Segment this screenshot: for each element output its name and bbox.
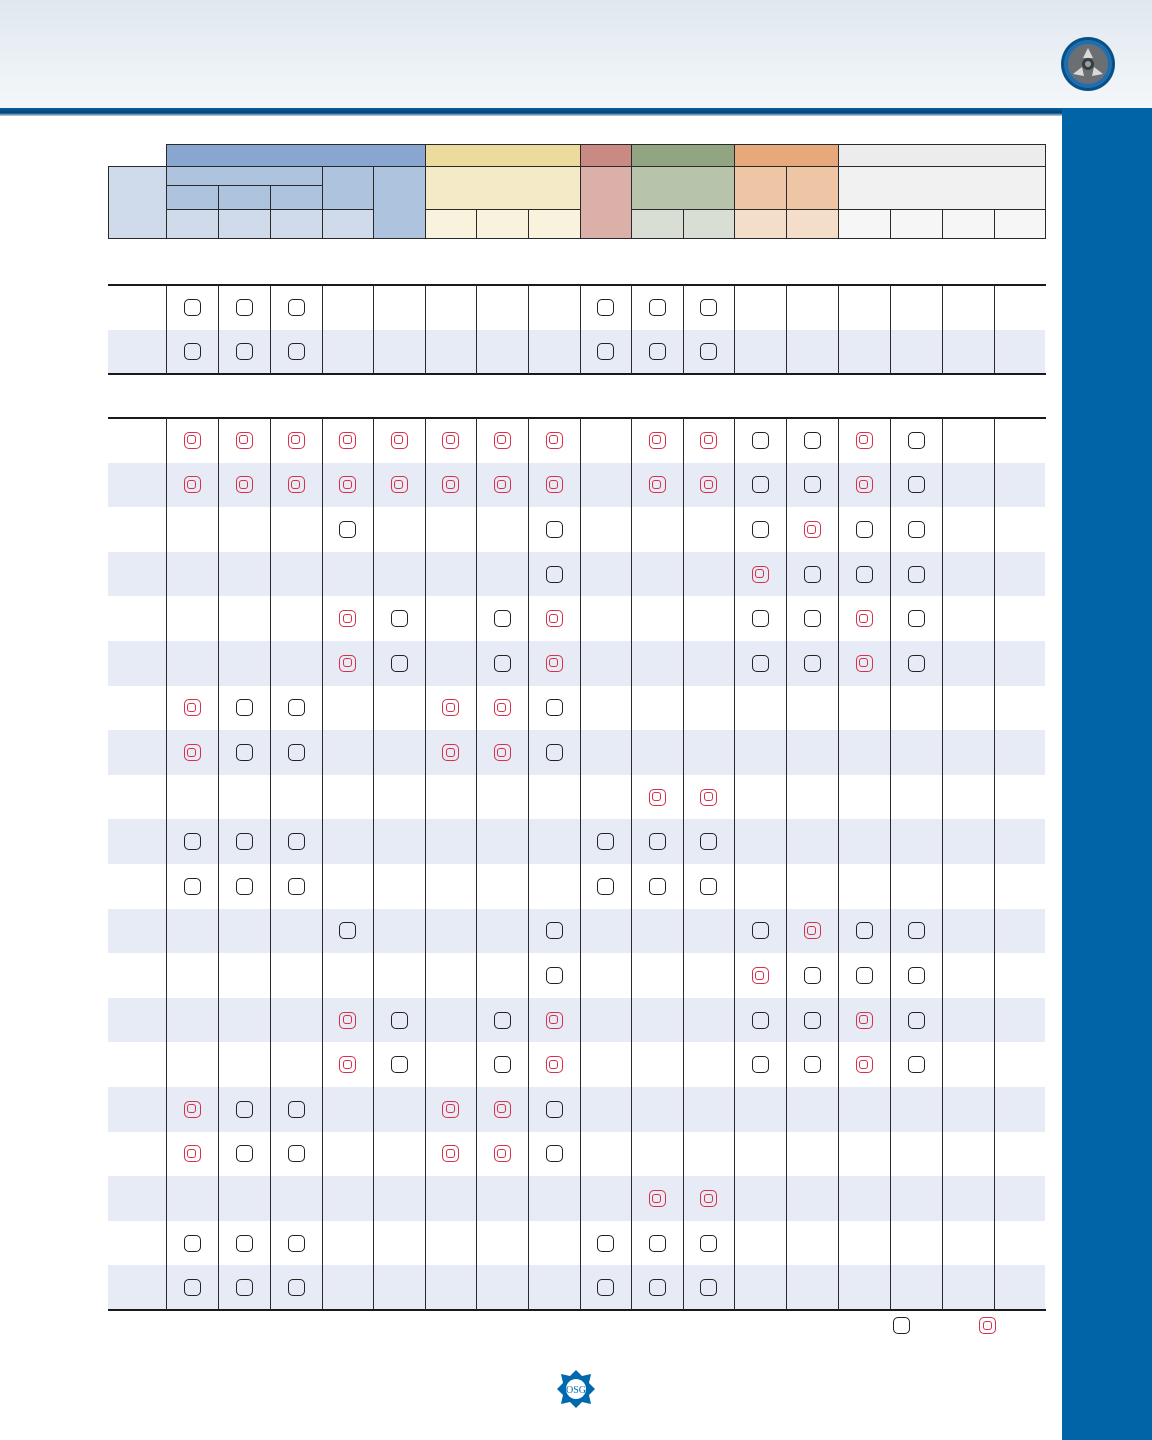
rounded-square-icon [339, 922, 356, 939]
header-yellow-leaf [425, 209, 476, 239]
grid-line [838, 285, 839, 374]
header-blue-sub [166, 166, 322, 185]
double-rounded-square-icon [649, 476, 666, 493]
double-rounded-square-icon [184, 1101, 201, 1118]
rounded-square-icon [752, 655, 769, 672]
grid-line [322, 418, 323, 1310]
header-gray-sub [838, 166, 1045, 209]
grid-line [108, 417, 1046, 419]
grid-line [786, 418, 787, 1310]
rounded-square-icon [597, 1235, 614, 1252]
rounded-square-icon [752, 476, 769, 493]
header-orange-sub [786, 166, 838, 209]
double-rounded-square-icon [494, 699, 511, 716]
header-yellow-leaf [528, 209, 580, 239]
rounded-square-icon [288, 1279, 305, 1296]
rounded-square-icon [391, 655, 408, 672]
grid-line [786, 166, 787, 239]
header-orange-leaf [734, 209, 786, 239]
double-rounded-square-icon [649, 432, 666, 449]
grid-line [108, 166, 109, 239]
grid-line [890, 418, 891, 1310]
grid-line [108, 284, 1046, 286]
grid-line [631, 144, 632, 239]
grid-line [108, 1309, 1046, 1311]
rounded-square-icon [597, 833, 614, 850]
table-row [108, 909, 1045, 954]
rounded-square-icon [804, 566, 821, 583]
grid-line [270, 185, 271, 239]
grid-line [994, 209, 995, 239]
double-rounded-square-icon [494, 1101, 511, 1118]
header-blue-leaf [322, 209, 373, 239]
header-blue-sub3 [322, 166, 373, 209]
legend-double-rounded-square-icon [979, 1317, 996, 1334]
rounded-square-icon [752, 521, 769, 538]
double-rounded-square-icon [494, 744, 511, 761]
double-rounded-square-icon [546, 655, 563, 672]
grid-line [166, 285, 167, 374]
rounded-square-icon [700, 343, 717, 360]
rounded-square-icon [908, 655, 925, 672]
double-rounded-square-icon [546, 476, 563, 493]
rounded-square-icon [752, 610, 769, 627]
double-rounded-square-icon [339, 432, 356, 449]
rounded-square-icon [391, 1056, 408, 1073]
grid-line [942, 285, 943, 374]
rounded-square-icon [236, 744, 253, 761]
rounded-square-icon [700, 833, 717, 850]
header-green-leaf [631, 209, 683, 239]
rounded-square-icon [546, 922, 563, 939]
header-gray-leaf [942, 209, 994, 239]
rounded-square-icon [494, 1012, 511, 1029]
rounded-square-icon [494, 655, 511, 672]
rounded-square-icon [649, 1279, 666, 1296]
rounded-square-icon [236, 343, 253, 360]
grid-line [108, 373, 1046, 375]
svg-text:OSG: OSG [565, 1385, 587, 1396]
grid-line [270, 285, 271, 374]
table-row [108, 641, 1045, 686]
rounded-square-icon [804, 1056, 821, 1073]
grid-line [166, 185, 322, 186]
grid-line [942, 418, 943, 1310]
double-rounded-square-icon [442, 432, 459, 449]
double-rounded-square-icon [339, 655, 356, 672]
rounded-square-icon [597, 299, 614, 316]
grid-line [528, 418, 529, 1310]
grid-line [994, 285, 995, 374]
double-rounded-square-icon [391, 432, 408, 449]
double-rounded-square-icon [339, 610, 356, 627]
rounded-square-icon [908, 476, 925, 493]
double-rounded-square-icon [700, 432, 717, 449]
header-orange-sub [734, 166, 786, 209]
rounded-square-icon [700, 299, 717, 316]
rounded-square-icon [908, 967, 925, 984]
rounded-square-icon [184, 1279, 201, 1296]
double-rounded-square-icon [236, 476, 253, 493]
double-rounded-square-icon [494, 432, 511, 449]
table-row [108, 998, 1045, 1043]
rounded-square-icon [236, 1235, 253, 1252]
grid-line [166, 144, 167, 239]
double-rounded-square-icon [546, 1012, 563, 1029]
double-rounded-square-icon [804, 521, 821, 538]
grid-line [108, 238, 1046, 239]
rounded-square-icon [804, 476, 821, 493]
grid-line [373, 418, 374, 1310]
double-rounded-square-icon [700, 476, 717, 493]
grid-line [890, 285, 891, 374]
rounded-square-icon [184, 343, 201, 360]
rounded-square-icon [288, 833, 305, 850]
grid-line [631, 418, 632, 1310]
header-gray-leaf [838, 209, 890, 239]
double-rounded-square-icon [288, 432, 305, 449]
rounded-square-icon [184, 833, 201, 850]
rounded-square-icon [649, 833, 666, 850]
double-rounded-square-icon [700, 789, 717, 806]
grid-line [373, 166, 374, 239]
rounded-square-icon [856, 967, 873, 984]
rounded-square-icon [804, 610, 821, 627]
grid-line [166, 418, 167, 1310]
double-rounded-square-icon [442, 744, 459, 761]
grid-line [683, 418, 684, 1310]
double-rounded-square-icon [184, 432, 201, 449]
rounded-square-icon [288, 1101, 305, 1118]
double-rounded-square-icon [442, 476, 459, 493]
rounded-square-icon [752, 922, 769, 939]
table-row [108, 1176, 1045, 1221]
grid-line [734, 285, 735, 374]
header-green-leaf [683, 209, 734, 239]
header-orange-group [734, 145, 838, 166]
double-rounded-square-icon [236, 432, 253, 449]
double-rounded-square-icon [339, 1056, 356, 1073]
grid-line [108, 166, 166, 167]
double-rounded-square-icon [856, 610, 873, 627]
rounded-square-icon [804, 655, 821, 672]
double-rounded-square-icon [856, 476, 873, 493]
grid-line [683, 209, 684, 239]
header-blue-leaf [218, 209, 270, 239]
rounded-square-icon [184, 1235, 201, 1252]
double-rounded-square-icon [442, 699, 459, 716]
grid-line [1045, 144, 1046, 239]
header-yellow-group [425, 145, 580, 166]
double-rounded-square-icon [184, 1145, 201, 1162]
header-orange-leaf [786, 209, 838, 239]
header-blue-tall [373, 166, 425, 239]
grid-line [425, 209, 580, 210]
rounded-square-icon [856, 566, 873, 583]
grid-line [528, 285, 529, 374]
rounded-square-icon [804, 432, 821, 449]
rounded-square-icon [288, 1145, 305, 1162]
grid-line [476, 209, 477, 239]
header-red-tall [580, 166, 631, 239]
rounded-square-icon [288, 299, 305, 316]
header-blue-leaf [270, 209, 322, 239]
double-rounded-square-icon [339, 1012, 356, 1029]
header-blue-group [166, 145, 425, 166]
rounded-square-icon [649, 343, 666, 360]
rounded-square-icon [700, 1235, 717, 1252]
grid-line [166, 144, 1046, 145]
double-rounded-square-icon [649, 789, 666, 806]
rounded-square-icon [288, 699, 305, 716]
header-yellow-leaf [476, 209, 528, 239]
rounded-square-icon [908, 610, 925, 627]
header-gray-leaf [890, 209, 942, 239]
rounded-square-icon [908, 922, 925, 939]
rounded-square-icon [546, 744, 563, 761]
header-green-group [631, 145, 734, 166]
double-rounded-square-icon [288, 476, 305, 493]
rounded-square-icon [494, 610, 511, 627]
grid-line [425, 285, 426, 374]
double-rounded-square-icon [339, 476, 356, 493]
rounded-square-icon [288, 878, 305, 895]
rounded-square-icon [804, 1012, 821, 1029]
rounded-square-icon [700, 1279, 717, 1296]
rounded-square-icon [546, 699, 563, 716]
rounded-square-icon [597, 878, 614, 895]
rounded-square-icon [752, 1056, 769, 1073]
double-rounded-square-icon [184, 476, 201, 493]
double-rounded-square-icon [546, 1056, 563, 1073]
rounded-square-icon [856, 922, 873, 939]
rounded-square-icon [700, 878, 717, 895]
double-rounded-square-icon [442, 1145, 459, 1162]
rounded-square-icon [752, 1012, 769, 1029]
grid-line [580, 285, 581, 374]
double-rounded-square-icon [752, 566, 769, 583]
grid-line [218, 418, 219, 1310]
double-rounded-square-icon [804, 922, 821, 939]
grid-line [580, 418, 581, 1310]
grid-line [994, 418, 995, 1310]
rounded-square-icon [236, 699, 253, 716]
grid-line [322, 285, 323, 374]
rounded-square-icon [494, 1056, 511, 1073]
grid-line [476, 285, 477, 374]
grid-line [528, 209, 529, 239]
header-green-sub [631, 166, 734, 209]
grid-line [270, 418, 271, 1310]
rounded-square-icon [391, 1012, 408, 1029]
rounded-square-icon [546, 1101, 563, 1118]
table-row [108, 552, 1045, 597]
double-rounded-square-icon [442, 1101, 459, 1118]
grid-line [631, 285, 632, 374]
grid-line [218, 185, 219, 239]
rounded-square-icon [752, 432, 769, 449]
grid-line [890, 209, 891, 239]
header-yellow-sub [425, 166, 580, 209]
double-rounded-square-icon [700, 1190, 717, 1207]
double-rounded-square-icon [546, 432, 563, 449]
rounded-square-icon [908, 566, 925, 583]
rounded-square-icon [597, 1279, 614, 1296]
header-blue-leaf [166, 209, 218, 239]
header-gray-leaf [994, 209, 1045, 239]
legend-rounded-square-icon [893, 1317, 910, 1334]
grid-line [425, 144, 426, 239]
grid-line [166, 166, 1046, 167]
grid-line [580, 144, 581, 239]
rounded-square-icon [649, 299, 666, 316]
double-rounded-square-icon [752, 967, 769, 984]
double-rounded-square-icon [856, 655, 873, 672]
double-rounded-square-icon [494, 476, 511, 493]
rounded-square-icon [236, 1145, 253, 1162]
rounded-square-icon [908, 432, 925, 449]
grid-line [322, 166, 323, 239]
grid-line [838, 418, 839, 1310]
rounded-square-icon [236, 299, 253, 316]
rounded-square-icon [288, 744, 305, 761]
rounded-square-icon [908, 1056, 925, 1073]
grid-line [838, 144, 839, 239]
double-rounded-square-icon [649, 1190, 666, 1207]
grid-line [942, 209, 943, 239]
grid-line [476, 418, 477, 1310]
rounded-square-icon [649, 1235, 666, 1252]
rounded-square-icon [236, 1279, 253, 1296]
header-blue-sub2 [166, 185, 322, 209]
grid-line [373, 285, 374, 374]
rounded-square-icon [288, 1235, 305, 1252]
rounded-square-icon [546, 967, 563, 984]
grid-line [786, 285, 787, 374]
double-rounded-square-icon [856, 1056, 873, 1073]
header-gray-group [838, 145, 1045, 166]
header-corner [108, 166, 166, 239]
rounded-square-icon [288, 343, 305, 360]
rounded-square-icon [184, 299, 201, 316]
rounded-square-icon [339, 521, 356, 538]
rounded-square-icon [546, 566, 563, 583]
double-rounded-square-icon [184, 699, 201, 716]
rounded-square-icon [546, 1145, 563, 1162]
rounded-square-icon [236, 1101, 253, 1118]
grid-line [425, 418, 426, 1310]
double-rounded-square-icon [856, 432, 873, 449]
rounded-square-icon [908, 521, 925, 538]
rounded-square-icon [649, 878, 666, 895]
rounded-square-icon [908, 1012, 925, 1029]
rounded-square-icon [236, 833, 253, 850]
double-rounded-square-icon [391, 476, 408, 493]
grid-line [683, 285, 684, 374]
double-rounded-square-icon [184, 744, 201, 761]
rounded-square-icon [856, 521, 873, 538]
rounded-square-icon [804, 967, 821, 984]
rounded-square-icon [597, 343, 614, 360]
grid-line [734, 418, 735, 1310]
double-rounded-square-icon [546, 610, 563, 627]
grid-line [218, 285, 219, 374]
double-rounded-square-icon [494, 1145, 511, 1162]
rounded-square-icon [391, 610, 408, 627]
grid-line [734, 144, 735, 239]
rounded-square-icon [184, 878, 201, 895]
header-red-group [580, 145, 631, 166]
rounded-square-icon [236, 878, 253, 895]
rounded-square-icon [546, 521, 563, 538]
double-rounded-square-icon [856, 1012, 873, 1029]
